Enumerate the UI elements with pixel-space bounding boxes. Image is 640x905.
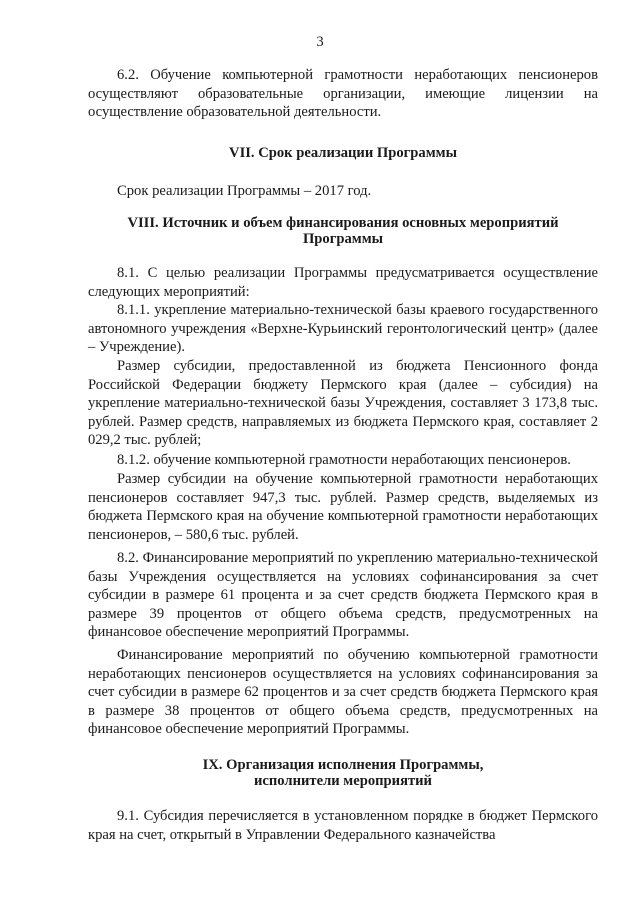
paragraph-subsidy-1: Размер субсидии, предоставленной из бюджета Пенсионного фонда Российской Федерации бюджету Пермского края (далее – субсидия) на укрепление материально-технической базы Учреждения, составляет 3 173,8 тыс. рублей. Размер средств, направляемых из бюджета Пермского края, составляет 2 029,2 тыс. рублей; bbox=[88, 358, 598, 449]
section-9-heading: IX. Организация исполнения Программы, исполнители мероприятий bbox=[202, 757, 484, 789]
paragraph-8-1-1: 8.1.1. укрепление материально-технической базы краевого государственного автономного учреждения «Верхне-Курьинский геронтологический центр» (далее – Учреждение). bbox=[88, 302, 598, 356]
paragraph-9-1: 9.1. Субсидия перечисляется в установленном порядке в бюджет Пермского края на счет, открытый в Управлении Федерального казначейства bbox=[88, 808, 598, 843]
paragraph-subsidy-2: Размер субсидии на обучение компьютерной грамотности неработающих пенсионеров составляет 947,3 тыс. рублей. Размер средств, выделяемых из бюджета Пермского края на обучение компьютерной грамотности неработающих пенсионеров, – 580,6 тыс. рублей. bbox=[88, 471, 598, 543]
page-number: 3 bbox=[316, 34, 324, 50]
section-7-heading: VII. Срок реализации Программы bbox=[229, 145, 457, 161]
paragraph-6-2: 6.2. Обучение компьютерной грамотности неработающих пенсионеров осуществляют образовательные организации, имеющие лицензии на осуществление образовательной деятельности. bbox=[88, 67, 598, 121]
paragraph-8-1: 8.1. С целью реализации Программы предусматривается осуществление следующих мероприятий: bbox=[88, 265, 598, 300]
section-8-heading: VIII. Источник и объем финансирования основных мероприятий Программы bbox=[127, 215, 559, 247]
program-term: Срок реализации Программы – 2017 год. bbox=[117, 183, 372, 199]
paragraph-8-1-2: 8.1.2. обучение компьютерной грамотности неработающих пенсионеров. bbox=[117, 452, 571, 468]
paragraph-8-2: 8.2. Финансирование мероприятий по укреплению материально-технической базы Учреждения осуществляется на условиях софинансирования за счет субсидии в размере 61 процента и за счет средств бюджета Пермского края в размере 39 процентов от общего объема средств, предусмотренных на финансовое обеспечение мероприятий Программы. bbox=[88, 550, 598, 641]
paragraph-financing-2: Финансирование мероприятий по обучению компьютерной грамотности неработающих пенсионеров осуществляется на условиях софинансирования за счет субсидии в размере 62 процентов и за счет средств бюджета Пермского края в размере 38 процентов от общего объема средств, предусмотренных на финансовое обеспечение мероприятий Программы. bbox=[88, 647, 598, 738]
